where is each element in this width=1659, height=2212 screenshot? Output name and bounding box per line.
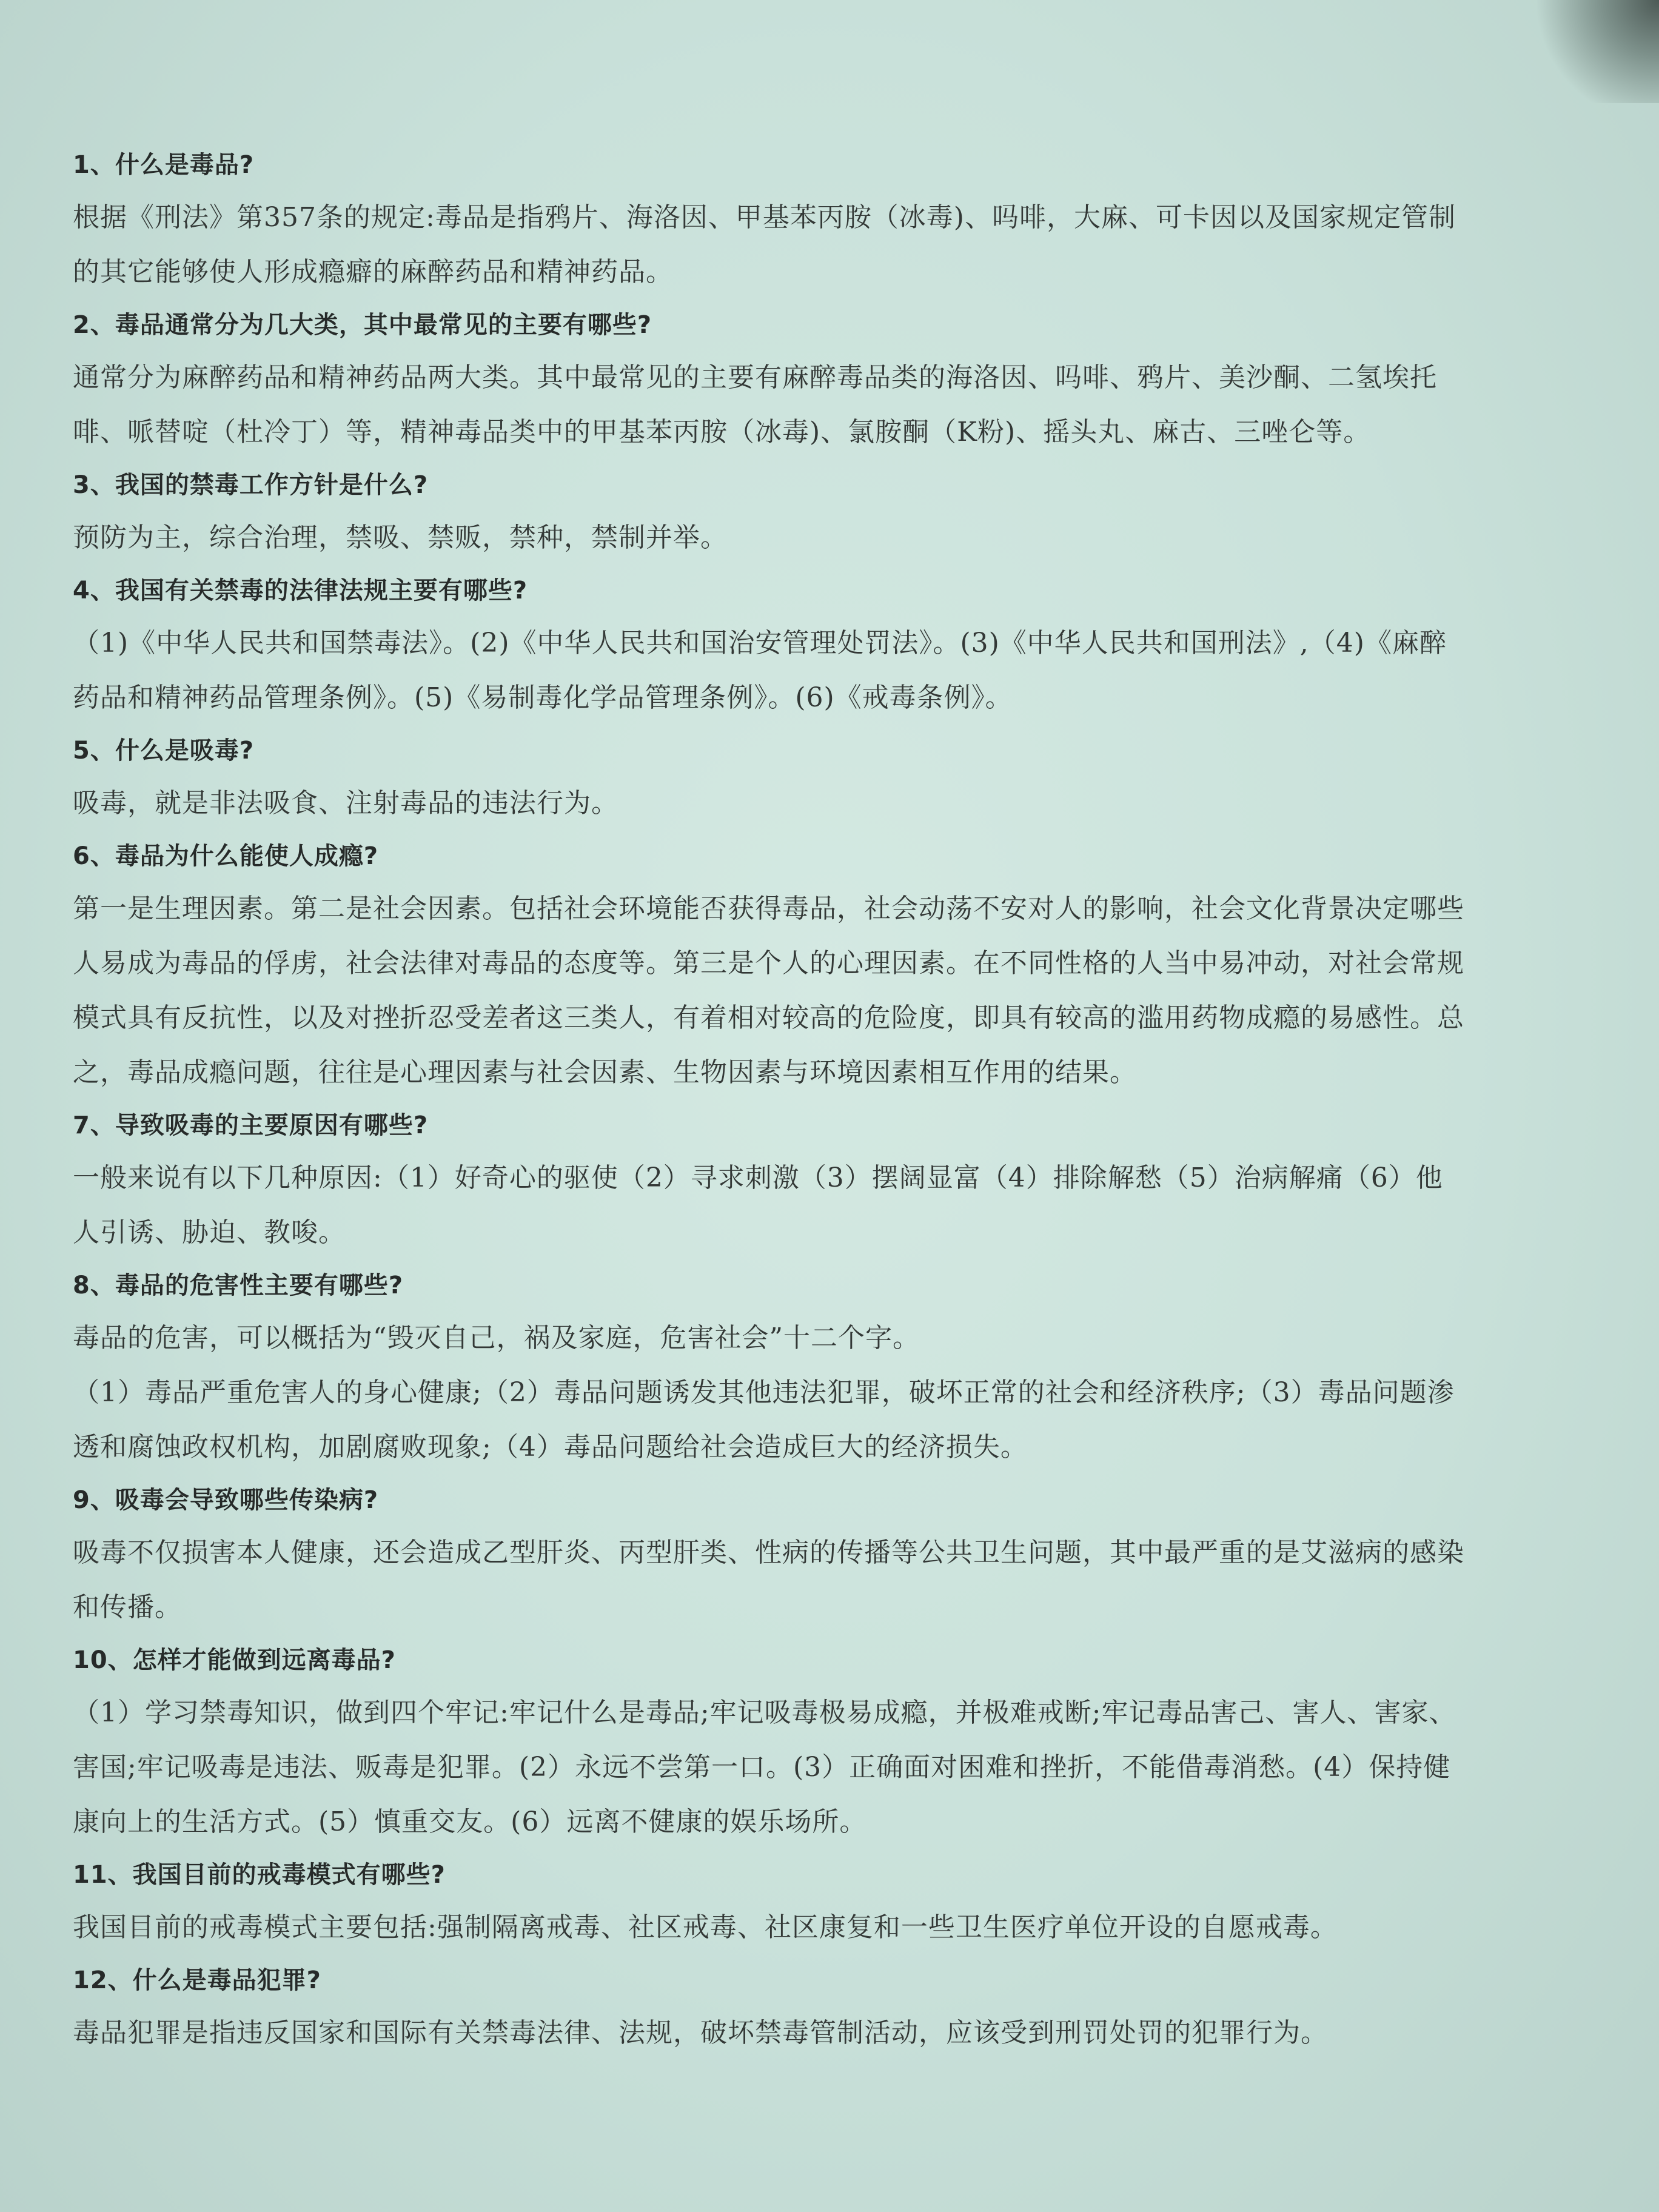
qa-item-1 [73, 139, 1467, 300]
question-heading: 6、毒品为什么能使人成瘾? [73, 842, 379, 870]
qa-item-7 [73, 1100, 1467, 1260]
qa-item-4 [73, 565, 1467, 725]
paper-corner-shadow [1532, 0, 1659, 103]
question-heading: 2、毒品通常分为几大类，其中最常见的主要有哪些? [73, 311, 652, 339]
answer-text: 吸毒，就是非法吸食、注射毒品的违法行为。 [73, 788, 618, 819]
qa-item-8 [73, 1260, 1467, 1475]
question-heading: 3、我国的禁毒工作方针是什么? [73, 471, 429, 499]
qa-item-9 [73, 1475, 1467, 1635]
qa-item-2 [73, 300, 1467, 460]
answer-text: （1）学习禁毒知识，做到四个牢记:牢记什么是毒品;牢记吸毒极易成瘾，并极难戒断;牢记毒品害己、害人、害家、害国;牢记吸毒是违法、贩毒是犯罪。(2）永远不尝第一口。(3）正确面对困难和挫折，不能借毒消愁。(4）保持健康向上的生活方式。(5）慎重交友。(6）远离不健康的娱乐场所。 [73, 1697, 1456, 1837]
question-heading: 11、我国目前的戒毒模式有哪些? [73, 1861, 446, 1889]
answer-text: 预防为主，综合治理，禁吸、禁贩，禁种，禁制并举。 [73, 522, 728, 553]
answer-text: 第一是生理因素。第二是社会因素。包括社会环境能否获得毒品，社会动荡不安对人的影响，社会文化背景决定哪些人易成为毒品的俘虏，社会法律对毒品的态度等。第三是个人的心理因素。在不同性格的人当中易冲动，对社会常规模式具有反抗性，以及对挫折忍受差者这三类人，有着相对较高的危险度，即具有较高的滥用药物成瘾的易感性。总之，毒品成瘾问题，往往是心理因素与社会因素、生物因素与环境因素相互作用的结果。 [73, 893, 1464, 1088]
answer-text: 我国目前的戒毒模式主要包括:强制隔离戒毒、社区戒毒、社区康复和一些卫生医疗单位开设的自愿戒毒。 [73, 1912, 1338, 1943]
question-heading: 10、怎样才能做到远离毒品? [73, 1646, 396, 1674]
question-heading: 5、什么是吸毒? [73, 737, 255, 765]
qa-item-6 [73, 831, 1467, 1100]
qa-item-11 [73, 1849, 1467, 1955]
question-heading: 1、什么是毒品? [73, 151, 255, 179]
question-heading: 9、吸毒会导致哪些传染病? [73, 1486, 379, 1514]
question-heading: 4、我国有关禁毒的法律法规主要有哪些? [73, 577, 528, 605]
qa-item-5 [73, 725, 1467, 831]
answer-text-continued: （1）毒品严重危害人的身心健康;（2）毒品问题诱发其他违法犯罪，破坏正常的社会和经济秩序;（3）毒品问题渗透和腐蚀政权机构，加剧腐败现象;（4）毒品问题给社会造成巨大的经济损失。 [73, 1377, 1455, 1463]
answer-text: 吸毒不仅损害本人健康，还会造成乙型肝炎、丙型肝类、性病的传播等公共卫生问题，其中最严重的是艾滋病的感染和传播。 [73, 1537, 1464, 1623]
answer-text: 一般来说有以下几种原因:（1）好奇心的驱使（2）寻求刺激（3）摆阔显富（4）排除解愁（5）治病解痛（6）他人引诱、胁迫、教唆。 [73, 1162, 1443, 1248]
answer-text: 根据《刑法》第357条的规定:毒品是指鸦片、海洛因、甲基苯丙胺（冰毒)、吗啡，大麻、可卡因以及国家规定管制的其它能够使人形成瘾癖的麻醉药品和精神药品。 [73, 202, 1456, 287]
question-heading: 8、毒品的危害性主要有哪些? [73, 1272, 404, 1299]
answer-text: 毒品的危害，可以概括为“毁灭自己，祸及家庭，危害社会”十二个字。 [73, 1322, 920, 1353]
qa-item-12 [73, 1955, 1467, 2060]
document-page [73, 139, 1467, 2060]
qa-item-3 [73, 460, 1467, 565]
answer-text: 通常分为麻醉药品和精神药品两大类。其中最常见的主要有麻醉毒品类的海洛因、吗啡、鸦片、美沙酮、二氢埃托啡、哌替啶（杜冷丁）等，精神毒品类中的甲基苯丙胺（冰毒)、氯胺酮（K粉)、摇头丸、麻古、三唑仑等。 [73, 362, 1437, 447]
answer-text: 毒品犯罪是指违反国家和国际有关禁毒法律、法规，破坏禁毒管制活动，应该受到刑罚处罚的犯罪行为。 [73, 2017, 1328, 2048]
question-heading: 12、什么是毒品犯罪? [73, 1966, 321, 1994]
qa-item-10 [73, 1635, 1467, 1849]
question-heading: 7、导致吸毒的主要原因有哪些? [73, 1111, 429, 1139]
answer-text: （1)《中华人民共和国禁毒法》。(2)《中华人民共和国治安管理处罚法》。(3)《中华人民共和国刑法》,（4)《麻醉药品和精神药品管理条例》。(5)《易制毒化学品管理条例》。(6)《戒毒条例》。 [73, 628, 1447, 713]
